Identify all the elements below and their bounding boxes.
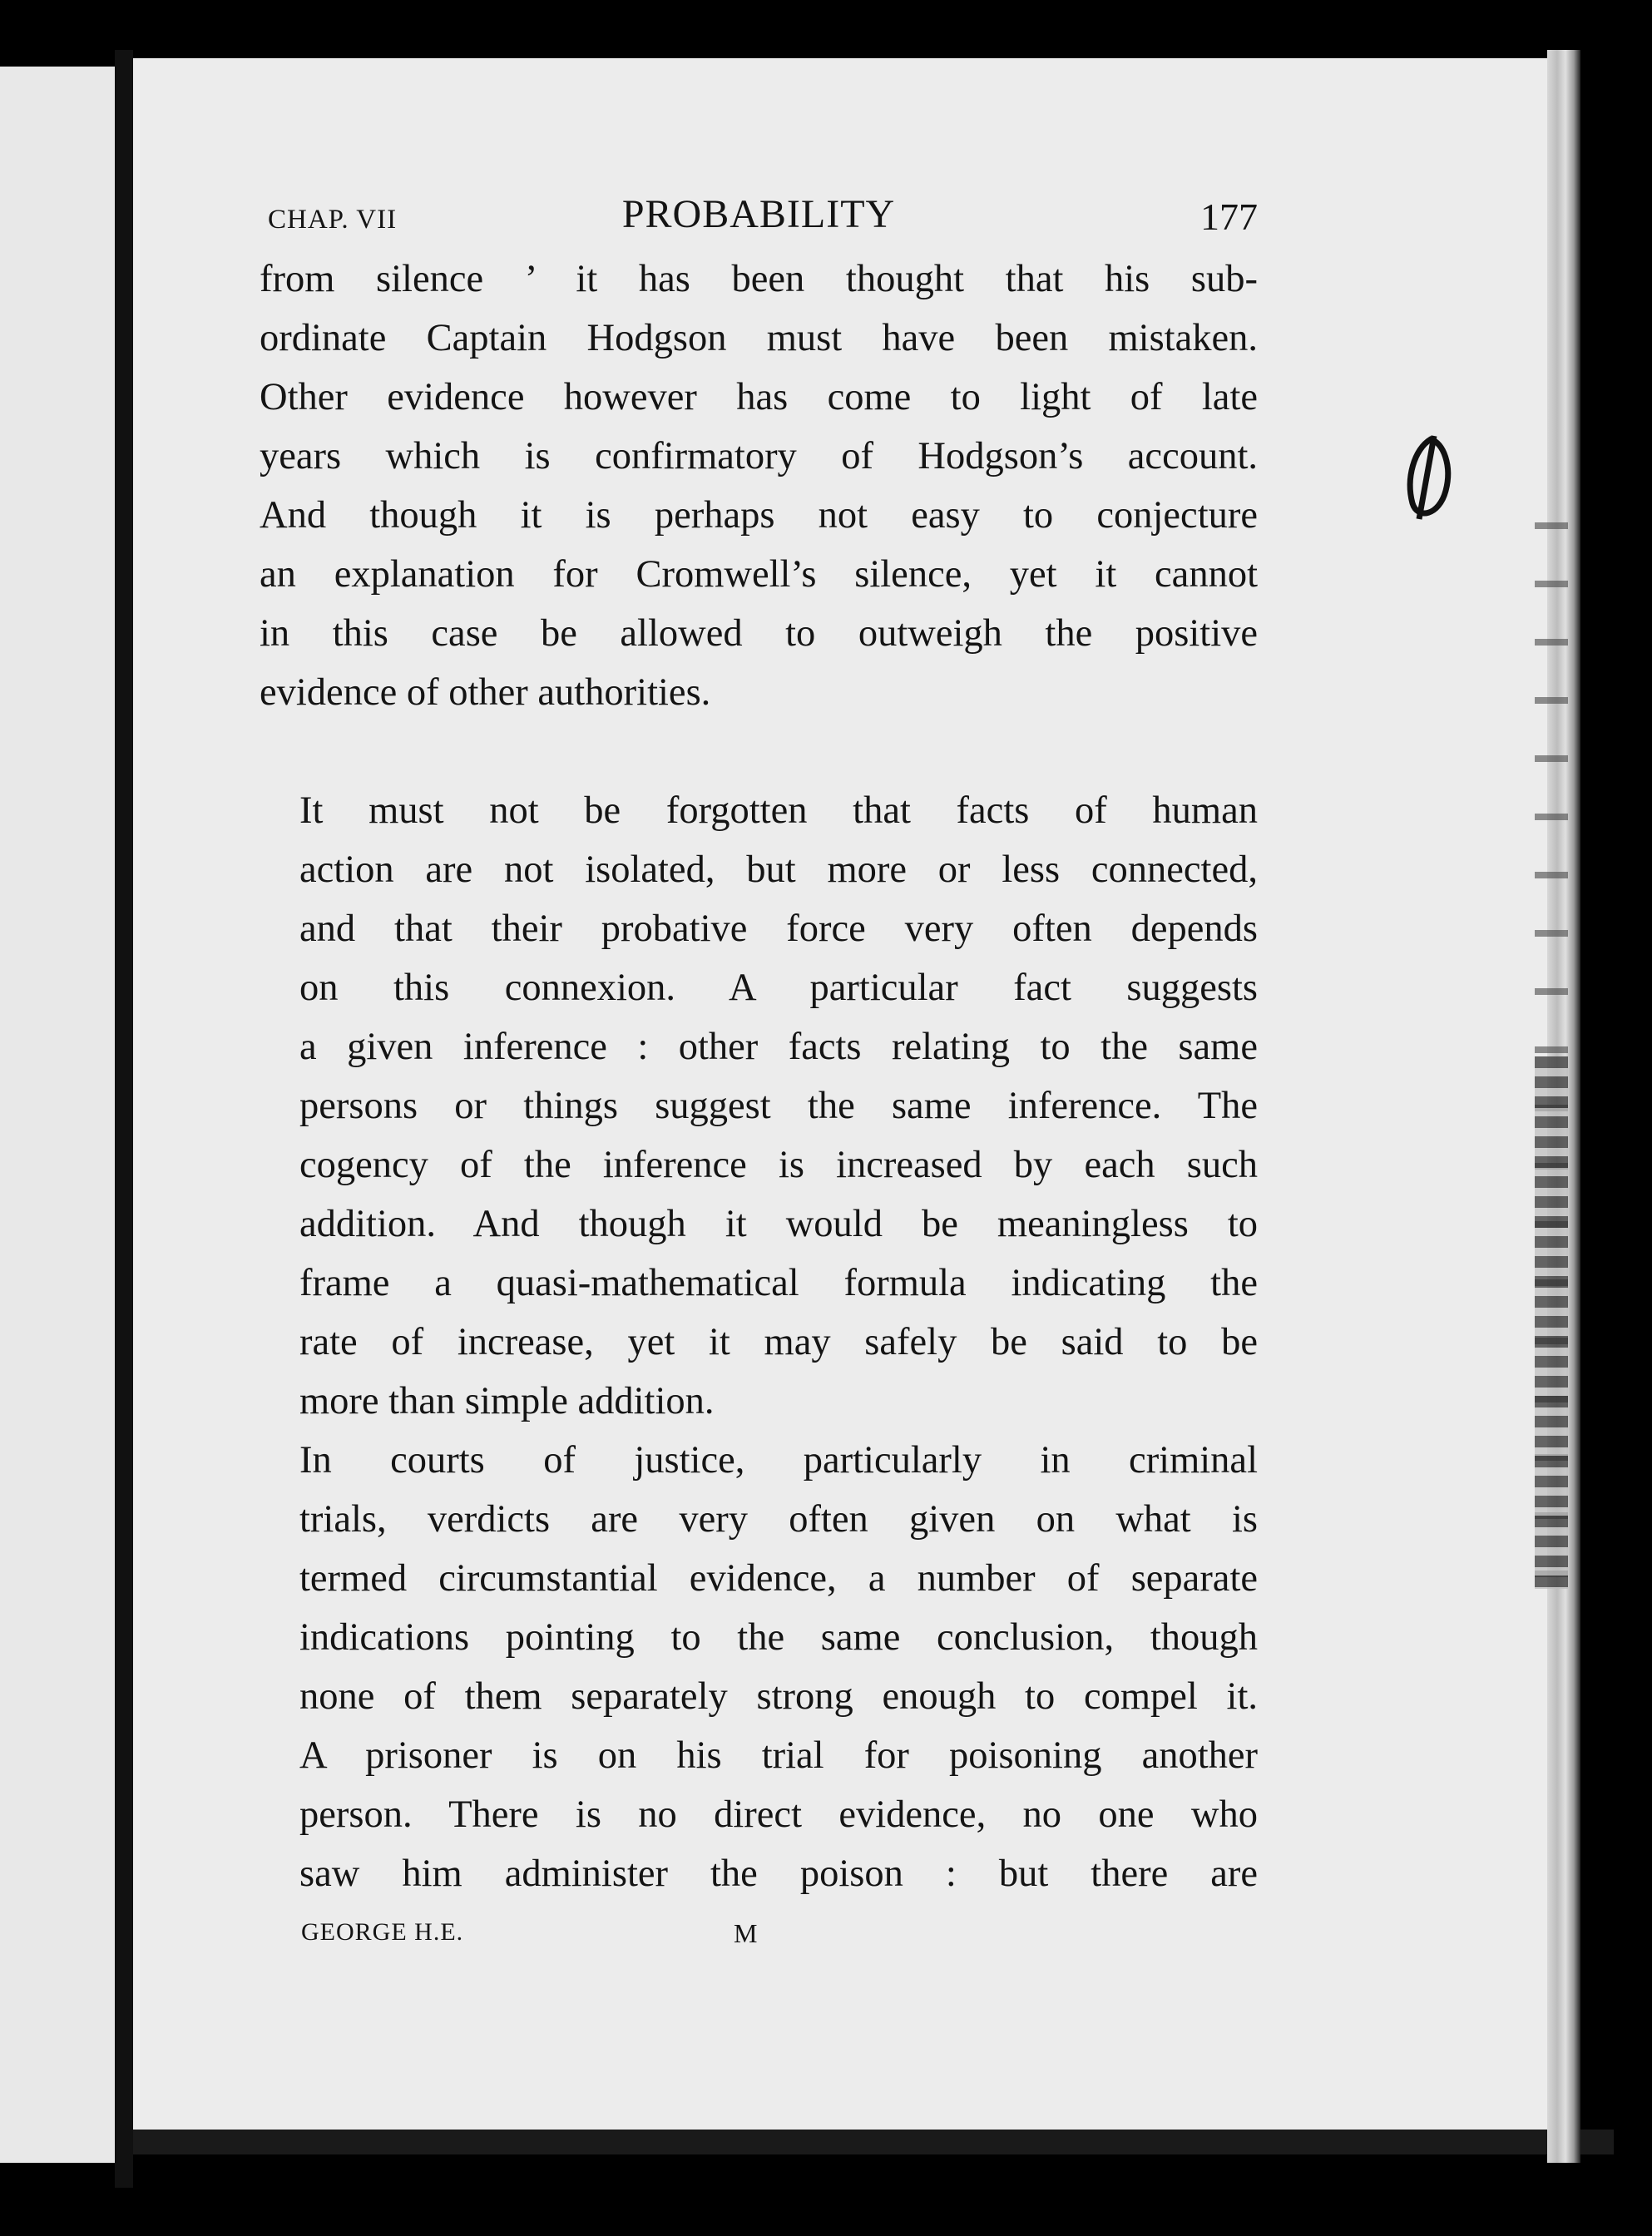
text-line: termed circumstantial evidence, a number of separate: [299, 1557, 1258, 1600]
text-line: Other evidence however has come to light of late: [260, 376, 1258, 418]
book-gutter: [115, 50, 133, 2188]
text-line: an explanation for Cromwell’s silence, yet it cannot: [260, 553, 1258, 596]
body-text: [260, 250, 1258, 1903]
page-edge-marks-dense: [1535, 1056, 1568, 1589]
page-number: 177: [1200, 195, 1258, 238]
text-line: trials, verdicts are very often given on what is: [299, 1498, 1258, 1541]
running-head: [260, 183, 1258, 250]
paragraph-2: [260, 781, 1258, 1431]
text-line: none of them separately strong enough to compel it.: [299, 1675, 1258, 1718]
text-line: addition. And though it would be meaningless to: [299, 1203, 1258, 1245]
paragraph-1: [260, 250, 1258, 722]
chapter-label: CHAP. VII: [268, 205, 398, 235]
text-line: A prisoner is on his trial for poisoning another: [299, 1734, 1258, 1777]
text-line: person. There is no direct evidence, no one who: [299, 1793, 1258, 1836]
text-line: ordinate Captain Hodgson must have been mistaken.: [260, 317, 1258, 359]
page-footer: [260, 1910, 1258, 1960]
text-line: evidence of other authorities.: [260, 671, 711, 714]
text-line: and that their probative force very often depends: [299, 908, 1258, 950]
text-line: years which is confirmatory of Hodgson’s account.: [260, 435, 1258, 477]
text-line: on this connexion. A particular fact suggests: [299, 967, 1258, 1009]
text-line: indications pointing to the same conclusion, though: [299, 1616, 1258, 1659]
text-line: And though it is perhaps not easy to conjecture: [260, 494, 1258, 537]
text-line: in this case be allowed to outweigh the positive: [260, 612, 1258, 655]
text-line: rate of increase, yet it may safely be said to be: [299, 1321, 1258, 1363]
text-line: It must not be forgotten that facts of human: [299, 789, 1258, 832]
page-text-block: [260, 183, 1258, 1960]
text-line: from silence ’ it has been thought that his sub-: [260, 258, 1258, 300]
text-line: persons or things suggest the same inference. The: [299, 1085, 1258, 1127]
paragraph-3: [260, 1431, 1258, 1903]
text-line: more than simple addition.: [299, 1380, 715, 1422]
text-line: cogency of the inference is increased by each such: [299, 1144, 1258, 1186]
handwritten-margin-mark-icon: [1397, 433, 1456, 524]
sheet-letter: M: [734, 1918, 758, 1948]
text-line: action are not isolated, but more or less connected,: [299, 848, 1258, 891]
signature-mark: GEORGE H.E.: [301, 1918, 464, 1946]
page-bottom-edge: [133, 2130, 1614, 2154]
running-title: PROBABILITY: [621, 192, 896, 236]
text-line: In courts of justice, particularly in criminal: [299, 1439, 1258, 1482]
text-line: frame a quasi-mathematical formula indicating the: [299, 1262, 1258, 1304]
facing-page-edge: [0, 67, 115, 2163]
text-line: saw him administer the poison : but there are: [299, 1853, 1258, 1895]
text-line: a given inference : other facts relating to the same: [299, 1026, 1258, 1068]
